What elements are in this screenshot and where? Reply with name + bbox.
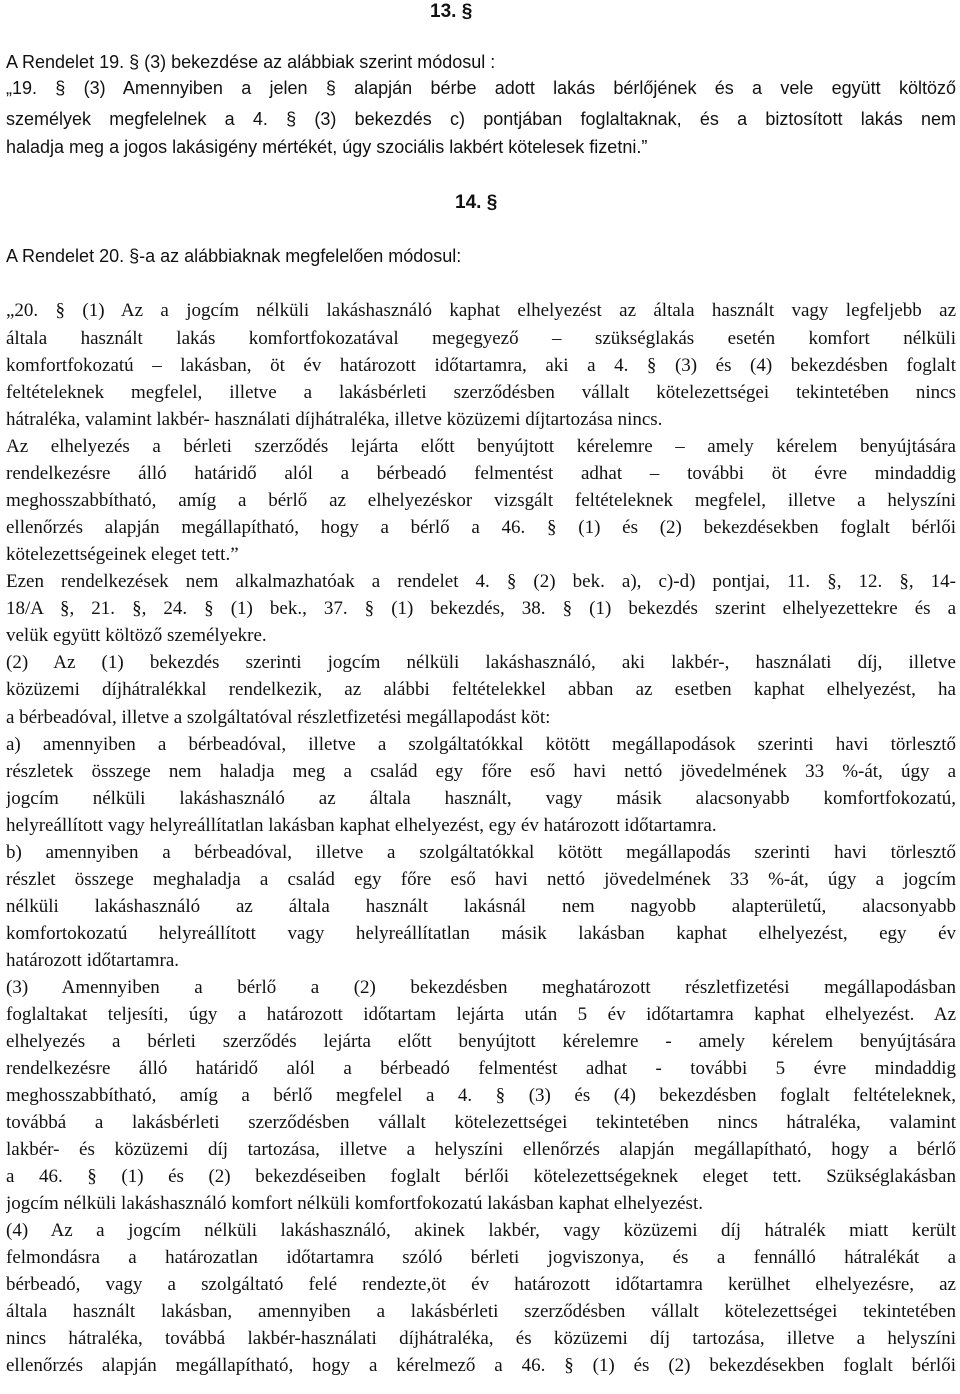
text-line: meghosszabbítható, amíg a bérlő megfelel a 4. § (3) és (4) bekezdésben foglalt feltételeknek, [6,1085,956,1106]
text-line: (2) Az (1) bekezdés szerinti jogcím nélküli lakáshasználó, aki lakbér-, használati díj, illetve [6,652,956,673]
text-line: jogcím nélküli lakáshasználó az általa használt, vagy másik alacsonyabb komfortfokozatú, [6,788,956,809]
text-line: ellenőrzés alapján megállapítható, hogy a bérlő a 46. § (1) és (2) bekezdésekben foglalt bérlői [6,517,956,538]
text-line: „20. § (1) Az a jogcím nélküli lakáshasználó kaphat elhelyezést az általa használt vagy legfeljebb az [6,300,956,321]
text-line: b) amennyiben a bérbeadóval, illetve a szolgáltatókkal kötött megállapodás szerinti havi törlesztő [6,842,956,863]
text-line: (3) Amennyiben a bérlő a (2) bekezdésben meghatározott részletfizetési megállapodásban [6,977,956,998]
text-line: Az elhelyezés a bérleti szerződés lejárta előtt benyújtott kérelemre – amely kérelem benyújtására [6,436,956,457]
text-line: rendelkezésre álló határidő alól a bérbeadó felmentést adhat – további öt évre mindaddig [6,463,956,484]
text-line: bérbeadó, vagy a szolgáltató felé rendezte,öt év határozott időtartamra kerülhet elhelyezésre, az [6,1274,956,1295]
text-line: kötelezettségeinek eleget tett.” [6,544,239,565]
text-line: közüzemi díjhátralékkal rendelkezik, az alábbi feltételekkel abban az esetben kaphat elhelyezést, ha [6,679,956,700]
text-line: általa használt lakásban, amennyiben a lakásbérleti szerződésben vállalt kötelezettségei tekintetében [6,1301,956,1322]
text-line: helyreállított vagy helyreállítatlan lakásban kaphat elhelyezést, egy év határozott időtartamra. [6,815,717,836]
text-line: elhelyezés a bérleti szerződés lejárta előtt benyújtott kérelemre - amely kérelem benyújtására [6,1031,956,1052]
text-line: személyek megfelelnek a 4. § (3) bekezdés c) pontjában foglaltaknak, és a biztosított lakás nem [6,109,956,129]
text-line: meghosszabbítható, amíg a bérlő az elhelyezéskor vizsgált feltételeknek megfelel, illetve a helyszíni [6,490,956,511]
text-line: A Rendelet 20. §-a az alábbiaknak megfelelően módosul: [6,246,462,266]
text-line: rendelkezésre álló határidő alól a bérbeadó felmentést adhat - további 5 évre mindaddig [6,1058,956,1079]
text-line: (4) Az a jogcím nélküli lakáshasználó, akinek lakbér, vagy közüzemi díj hátralék miatt került [6,1220,956,1241]
text-line: részletek összege nem haladja meg a család egy főre eső havi nettó jövedelmének 33 %-át, úgy a [6,761,956,782]
text-line: részlet összege meghaladja a család egy főre eső havi nettó jövedelmének 33 %-át, úgy a jogcím [6,869,956,890]
text-line: nélküli lakáshasználó az általa használt lakásnál nem nagyobb alapterületű, alacsonyabb [6,896,956,917]
text-line: „19. § (3) Amennyiben a jelen § alapján bérbe adott lakás bérlőjének és a vele együtt költöző [6,78,956,98]
section-heading-13: 13. § [430,1,473,22]
text-line: komfortfokozatú – lakásban, öt év határozott időtartamra, aki a 4. § (3) és (4) bekezdésben foglalt [6,355,956,376]
text-line: továbbá a lakásbérleti szerződésben vállalt kötelezettségei tekintetében nincs hátraléka, valamint [6,1112,956,1133]
text-line: haladja meg a jogos lakásigény mértékét, úgy szociális lakbért kötelesek fizetni.” [6,137,648,157]
text-line: határozott időtartamra. [6,950,180,971]
text-line: feltételeknek megfelel, illetve a lakásbérleti szerződésben vállalt kötelezettségei tekintetében nincs [6,382,956,403]
text-line: ellenőrzés alapján megállapítható, hogy a kérelmező a 46. § (1) és (2) bekezdésekben foglalt bérlői [6,1355,956,1376]
text-line: 18/A §, 21. §, 24. § (1) bek., 37. § (1) bekezdés, 38. § (1) bekezdés szerint elhelyezettekre és a [6,598,956,619]
text-line: lakbér- és közüzemi díj tartozása, illetve a helyszíni ellenőrzés alapján megállapítható, hogy a bérlő [6,1139,956,1160]
text-line: a 46. § (1) és (2) bekezdéseiben foglalt bérlői kötelezettségeknek eleget tett. Szükséglakásban [6,1166,956,1187]
text-line: a) amennyiben a bérbeadóval, illetve a szolgáltatókkal kötött megállapodások szerinti havi törlesztő [6,734,956,755]
text-line: komfortokozatú helyreállított vagy helyreállítatlan másik lakásban kaphat elhelyezést, egy év [6,923,956,944]
text-line: felmondásra a határozatlan időtartamra szóló bérleti jogviszonya, és a fennálló hátralékát a [6,1247,956,1268]
text-line: A Rendelet 19. § (3) bekezdése az alábbiak szerint módosul : [6,52,496,72]
text-line: Ezen rendelkezések nem alkalmazhatóak a rendelet 4. § (2) bek. a), c)-d) pontjai, 11. §, 12. §, 14- [6,571,956,592]
text-line: a bérbeadóval, illetve a szolgáltatóval részletfizetési megállapodást köt: [6,707,551,728]
text-line: velük együtt költöző személyekre. [6,625,267,646]
text-line: általa használt lakás komfortfokozatával megegyező – szükséglakás esetén komfort nélküli [6,328,956,349]
section-heading-14: 14. § [455,192,498,213]
text-line: foglaltakat teljesíti, úgy a határozott időtartam lejárta után 5 év időtartamra kaphat elhelyezést. Az [6,1004,956,1025]
text-line: hátraléka, valamint lakbér- használati díjhátraléka, illetve közüzemi díjtartozása nincs. [6,409,663,430]
text-line: nincs hátraléka, továbbá lakbér-használati díjhátraléka, és közüzemi díj tartozása, illetve a helyszíni [6,1328,956,1349]
text-line: jogcím nélküli lakáshasználó komfort nélküli komfortfokozatú lakásban kaphat elhelyezést. [6,1193,703,1214]
